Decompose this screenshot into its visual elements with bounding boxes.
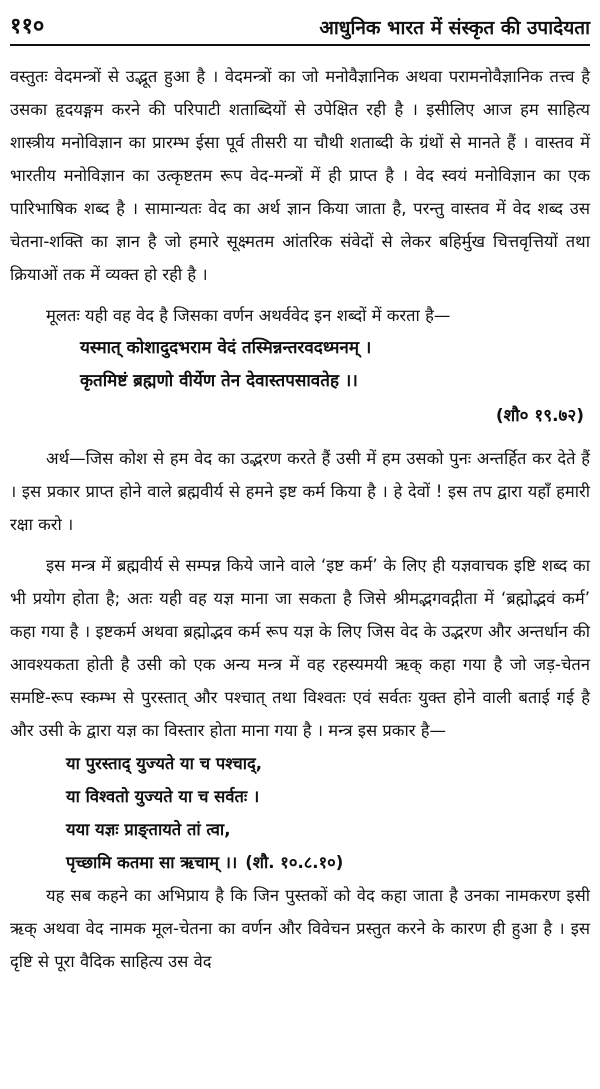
paragraph-4: इस मन्त्र में ब्रह्मवीर्य से सम्पन्न किये जाने वाले ‘इष्ट कर्म’ के लिए ही यज्ञवाचक इष्टि शब्द का भी प्रयोग होता है; अतः यही वह यज्ञ माना जा सकता है जिसे श्रीमद्भगवद्गीता में ‘ब्रह्मोद्भवं कर्म’ कहा गया है । इष्टकर्म अथवा ब्रह्मोद्भव कर्म रूप यज्ञ के लिए जिस वेद के उद्भरण और अन्तर्धान की आवश्यकता होती है उसी को एक अन्य मन्त्र में वह रहस्यमयी ऋक् कहा गया है जो जड़-चेतन समष्टि-रूप स्कम्भ से पुरस्तात् और पश्चात् तथा विश्वतः एवं सर्वतः युक्त होने वाली बताई गई है और उसी के द्वारा यज्ञ का विस्तार होता माना गया है । मन्त्र इस प्रकार है— (10, 556, 590, 740)
verse-2-line-4 (10, 846, 590, 879)
verse-2-line-2: या विश्वतो युज्यते या च सर्वतः । (66, 787, 260, 806)
verse-1-reference: (शौ० १९.७२) (495, 406, 584, 426)
paragraph-3: अर्थ—जिस कोश से हम वेद का उद्भरण करते हैं उसी में हम उसको पुनः अन्तर्हित कर देते हैं । इस प्रकार प्राप्त होने वाले ब्रह्मवीर्य से हमने इष्ट कर्म किया है । हे देवों ! इस तप द्वारा यहाँ हमारी रक्षा करो । (10, 449, 590, 534)
verse-2-reference: (शौ. १०.८.१०) (245, 853, 344, 872)
page-header (10, 6, 590, 46)
paragraph-1: वस्तुतः वेदमन्त्रों से उद्भूत हुआ है । वेदमन्त्रों का जो मनोवैज्ञानिक अथवा परामनोवैज्ञानिक तत्त्व है उसका हृदयङ्गम करने की परिपाटी शताब्दियों से उपेक्षित रही है । इसीलिए आज हम साहित्य शास्त्रीय मनोविज्ञान का प्रारम्भ ईसा पूर्व तीसरी या चौथी शताब्दी के ग्रंथों से मानते हैं । वास्तव में भारतीय मनोविज्ञान का उत्कृष्टतम रूप वेद-मन्त्रों में ही प्राप्त है । वेद स्वयं मनोविज्ञान का एक पारिभाषिक शब्द है । सामान्यतः वेद का अर्थ ज्ञान किया जाता है, परन्तु वास्तव में वेद शब्द उस चेतना-शक्ति का ज्ञान है जो हमारे सूक्ष्मतम आंतरिक संवेदों से लेकर बहिर्मुख चित्तवृत्तियों तथा क्रियाओं तक में व्यक्त हो रही है । (10, 67, 590, 284)
page-number: ११० (10, 14, 45, 39)
running-title: आधुनिक भारत में संस्कृत की उपादेयता (319, 17, 590, 39)
paragraph-2: मूलतः यही वह वेद है जिसका वर्णन अथर्ववेद इन शब्दों में करता है— (46, 306, 451, 325)
verse-2-line-1: या पुरस्ताद् युज्यते या च पश्चाद्, (66, 754, 263, 773)
verse-1-line-2: कृतमिष्टं ब्रह्मणो वीर्येण तेन देवास्तपसावतेह ।। (80, 371, 358, 391)
verse-2-line-3: यया यज्ञः प्राङ्तायते तां त्वा, (66, 820, 231, 839)
verse-2-line-4-text: पृच्छामि कतमा सा ऋचाम् ।। (66, 853, 238, 872)
paragraph-5: यह सब कहने का अभिप्राय है कि जिन पुस्तकों को वेद कहा जाता है उनका नामकरण इसी ऋक् अथवा वेद नामक मूल-चेतना का वर्णन और विवेचन प्रस्तुत करने के कारण ही हुआ है । इस दृष्टि से पूरा वैदिक साहित्य उस वेद (10, 886, 590, 971)
verse-1-line-1: यस्मात् कोशादुदभराम वेदं तस्मिन्नन्तरवदध्मनम् । (80, 338, 372, 358)
